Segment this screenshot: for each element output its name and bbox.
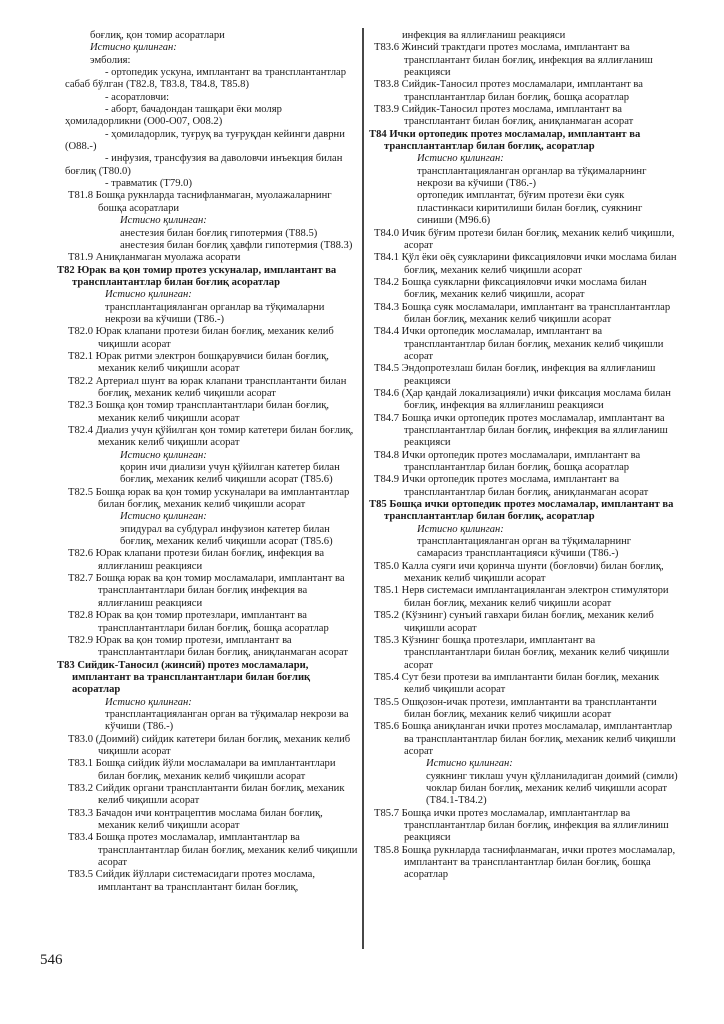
code-label: Т85.5	[374, 696, 400, 708]
code-entry	[68, 610, 360, 635]
entry-title: Бошқа ички ортопедик протез мосламалар, имплантант ва трансплантантлар билан боғлиқ, инфекция ва яллиғланиш реакцияси	[399, 412, 668, 449]
code-entry	[374, 697, 679, 722]
code-label: Т84.8	[374, 449, 400, 461]
code-label: Т82.3	[68, 400, 94, 412]
code-label: Т84.4	[374, 326, 400, 338]
entry-title: Ички ортопедик протез мослама, имплантант ва трансплантантлар билан боғлиқ, аниқланмаган асорат	[399, 474, 649, 498]
code-label: Т85.6	[374, 721, 400, 733]
entry-title: Юрак клапани протези билан боғлиқ, механик келиб чиқишли асорат	[93, 326, 334, 350]
code-entry	[68, 326, 360, 351]
code-label: Т84.7	[374, 412, 400, 424]
column-right	[369, 30, 679, 882]
exclusion-text: трансплантацияланган орган ва тўқималар некрози ва кўчиши (Т86.-)	[105, 708, 349, 733]
exclusion-label: Истисно қилинган:	[120, 215, 207, 227]
entry-title: Артериал шунт ва юрак клапани трансплантанти билан боғлиқ, механик келиб чиқишли асорат	[93, 375, 347, 399]
exclusion-text: ортопедик имплантат, бўғим протези ёки суяк пластинкаси киритилиши билан боғлиқ, суякнинг синиши (М96.6)	[417, 190, 643, 227]
exclusion-text: суякнинг тиклаш учун қўлланиладиган доимий (симли) чоклар билан боғлиқ, механик келиб чиқишли асорат (Т84.1-Т84.2)	[426, 770, 678, 807]
code-entry	[374, 672, 679, 697]
entry-title: Бошқа қон томир трансплантантлари билан боғлиқ, механик келиб чиқишли асорат	[93, 400, 330, 424]
entry-title: Бошқа ички протез мосламалар, имплантантлар ва трансплантантлар билан боғлиқ, инфекция ва яллиғлиниш реакцияси	[399, 807, 669, 844]
code-label: Т84.6	[374, 387, 400, 399]
exclusion-label: Истисно қилинган:	[426, 758, 513, 770]
exclusion-text: анестезия билан боғлиқ гипотермия (Т88.5)	[120, 227, 318, 239]
entry-title: Юрак ритми электрон бошқарувчиси билан боғлиқ, механик келиб чиқишли асорат	[93, 350, 329, 375]
entry-title: Жинсий трактдаги протез мослама, имплантант ва трансплантант билан боғлиқ, инфекция ва яллиғланиш реакцияси	[399, 42, 653, 79]
column-left	[57, 30, 360, 894]
entry-title: Бошқа рукнларда таснифланмаган, ички протез мосламалар, имплантант ва трансплантантлар билан боғлиқ, бошқа асоратлар	[399, 844, 676, 881]
text-line: - ҳомиладорлик, туғруқ ва туғруқдан кейинги даврни (О88.-)	[65, 128, 345, 153]
entry-title: Бошқа сийдик йўли мосламалари ва имплантантлари билан боғлиқ, механик келиб чиқишли асорат	[93, 758, 336, 782]
entry-title: Сийдик-Таносил протез мослама, имплантант ва трансплантант билан боғлиқ, аниқланмаган асорат	[399, 104, 634, 128]
entry-title: Ички ортопедик протез мосламалар, имплантант ва трансплантантлар билан боғлиқ, асоратлар	[384, 128, 641, 153]
code-label: Т85.3	[374, 634, 400, 646]
code-label: Т85.4	[374, 671, 400, 683]
code-label: Т83.9	[374, 104, 400, 116]
code-entry	[68, 351, 360, 376]
entry-title: Бошқа юрак ва қон томир мосламалари, имплантант ва трансплантантлари билан боғлиқ инфекция ва яллиғланиш реакцияси	[93, 573, 345, 609]
code-label: Т82.6	[68, 548, 94, 560]
code-entry	[68, 190, 360, 252]
code-entry	[374, 277, 679, 302]
entry-title: Сийдик-Таносил (жинсий) протез мосламалари, имплантант ва трансплантантлари билан боғлиқ асоратлар	[72, 659, 311, 696]
entry-title: Юрак ва қон томир протезлари, имплантант ва трансплантантлари билан боғлиқ, бошқа асоратлар	[93, 610, 329, 634]
code-label: Т83.3	[68, 807, 94, 819]
text-line: боғлиқ, қон томир асоратлари	[90, 30, 225, 41]
entry-title: Бошқа ички ортопедик протез мосламалар, имплантант ва трансплантантлар билан боғлиқ, асоратлар	[384, 499, 674, 523]
entry-title: Сут бези протези ва имплантанти билан боғлиқ, механик келиб чиқишли асорат	[399, 671, 660, 696]
entry-title: Бачадон ичи контрацептив мослама билан боғлиқ, механик келиб чиқишли асорат	[93, 807, 323, 831]
code-label: Т83	[57, 659, 75, 671]
code-label: Т84.1	[374, 252, 400, 264]
entry-title: (Кўзнинг) сунъий гавхари билан боғлиқ, механик келиб чиқишли асорат	[399, 610, 654, 634]
code-label: Т81.8	[68, 190, 94, 202]
code-label: Т81.9	[68, 252, 94, 264]
code-entry	[68, 376, 360, 401]
code-label: Т83.8	[374, 79, 400, 91]
entry-title: Аниқланмаган муолажа асорати	[93, 252, 241, 264]
code-label: Т84.0	[374, 227, 400, 239]
entry-title: Бошқа протез мосламалар, имплантантлар ва трансплантантлар билан боғлиқ, механик келиб чиқишли асорат	[93, 832, 358, 869]
code-entry	[68, 400, 360, 425]
code-entry	[374, 635, 679, 672]
code-label: Т82.4	[68, 425, 94, 436]
code-entry	[374, 326, 679, 363]
code-label: Т82.0	[68, 326, 94, 338]
code-label: Т83.4	[68, 832, 94, 844]
entry-title: Бошқа суякларни фиксацияловчи ички мослама билан боғлиқ, механик келиб чиқишли, асорат	[399, 276, 647, 301]
entry-title: Эндопротезлаш билан боғлиқ, инфекция ва яллиғланиш реакцияси	[399, 363, 656, 387]
category-heading	[57, 660, 360, 734]
code-label: Т85.1	[374, 585, 400, 597]
code-label: Т82.8	[68, 610, 94, 622]
code-entry	[68, 573, 360, 610]
entry-title: Қўл ёки оёқ суякларини фиксацияловчи ички мослама билан боғлиқ, механик келиб чиқишли асорат	[399, 252, 677, 276]
code-entry	[374, 845, 679, 882]
code-entry	[374, 474, 679, 499]
exclusion-text: трансплантацияланган органлар ва тўқималарнинг некрози ва кўчиши (Т86.-)	[417, 165, 647, 190]
exclusion-label: Истисно қилинган:	[120, 511, 207, 523]
code-label: Т82.2	[68, 375, 94, 387]
entry-title: Нерв системаси имплантацияланган электрон стимулятори билан боғлиқ, механик келиб чиқишли асорат	[399, 585, 669, 609]
entry-title: Бошқа рукнларда таснифланмаган, муолажаларнинг бошқа асоратлари	[93, 190, 332, 214]
text-line: - ортопедик ускуна, имплантант ва трансплантантлар сабаб бўлган (Т82.8, Т83.8, Т84.8, Т85.8)	[65, 67, 347, 91]
entry-title: Бошқа суяк мосламалари, имплантант ва трансплантантлар билан боғлиқ, механик келиб чиқишли асорат	[399, 301, 671, 325]
exclusion-text: анестезия билан боғлиқ ҳавфли гипотермия (Т88.3)	[120, 239, 353, 251]
code-entry	[68, 548, 360, 573]
exclusion-label: Истисно қилинган:	[105, 289, 192, 301]
entry-title: Юрак ва қон томир протез ускуналар, имплантант ва трансплантантлар билан боғлиқ асоратлар	[72, 264, 337, 288]
code-label: Т85	[369, 499, 387, 511]
code-entry	[374, 413, 679, 450]
exclusion-label: Истисно қилинган:	[90, 42, 177, 54]
text-line: - травматик (Т79.0)	[105, 178, 192, 190]
entry-title: Юрак ва қон томир протези, имплантант ва трансплантантлари билан боғлиқ, аниқланмаган асорат	[93, 634, 348, 659]
exclusion-text: эпидурал ва субдурал инфузион катетер билан боғлиқ, механик келиб чиқишли асорат (Т85.6)	[120, 523, 333, 548]
code-entry	[68, 783, 360, 808]
page-number: 546	[40, 952, 63, 968]
entry-title: Ошқозон-ичак протези, имплантанти ва трансплантанти билан боғлиқ, механик келиб чиқишли асорат	[399, 696, 657, 720]
entry-title: Ички ортопедик мосламалар, имплантант ва трансплантантлар билан боғлиқ, механик келиб чиқишли асорат	[399, 326, 664, 362]
code-label: Т82.9	[68, 634, 94, 646]
code-entry	[68, 832, 360, 869]
code-label: Т83.5	[68, 869, 94, 881]
exclusion-label: Истисно қилинган:	[105, 696, 192, 708]
entry-title: Ички ортопедик протез мосламалари, имплантант ва трансплантантлар билан боғлиқ, бошқа асоратлар	[399, 449, 641, 474]
code-entry	[374, 585, 679, 610]
code-entry	[374, 610, 679, 635]
entry-title: Калла суяги ичи қоринча шунти (боғловчи) билан боғлиқ, механик келиб чиқишли асорат	[399, 560, 664, 585]
text-line: - асоратловчи:	[105, 91, 170, 103]
code-entry	[68, 487, 360, 549]
code-label: Т84.2	[374, 276, 400, 288]
entry-title: (Доимий) сийдик катетери билан боғлиқ, механик келиб чиқишли асорат	[93, 733, 351, 757]
code-entry	[374, 79, 679, 104]
entry-title: Бошқа аниқланган ички протез мосламалар, имплантантлар ва трансплантантлар билан боғлиқ, механик келиб чиқишли асорат	[399, 721, 676, 757]
exclusion-text: қорин ичи диализи учун қўйилган катетер билан боғлиқ, механик келиб чиқишли асорат (Т85.6)	[120, 462, 340, 486]
exclusion-text: трансплантацияланган органлар ва тўқималарни некрози ва кўчиши (Т86.-)	[105, 301, 325, 325]
code-entry	[374, 252, 679, 277]
code-entry	[374, 450, 679, 475]
code-label: Т83.0	[68, 733, 94, 745]
entry-title: Ичик бўғим протези билан боғлиқ, механик келиб чиқишли, асорат	[399, 227, 675, 251]
text-line: - аборт, бачадондан ташқари ёки моляр ҳомиладорликни (О00-О07, О08.2)	[65, 104, 282, 128]
continued-text-block	[65, 30, 360, 190]
entry-title: Кўзнинг бошқа протезлари, имплантант ва трансплантантлари билан боғлиқ, механик келиб чиқишли асорат	[399, 634, 670, 671]
code-label: Т83.1	[68, 758, 94, 770]
entry-title: (Ҳар қандай локализацияли) ички фиксация мослама билан боғлиқ, инфекция ва яллиғланиш реакцияси	[399, 387, 671, 412]
code-entry	[68, 425, 360, 487]
code-label: Т82	[57, 264, 75, 276]
category-heading	[369, 499, 679, 561]
exclusion-label: Истисно қилинган:	[120, 449, 207, 461]
entry-title: Бошқа юрак ва қон томир ускуналари ва имплантантлар билан боғлиқ, механик келиб чиқишли асорат	[93, 486, 350, 511]
code-entry	[68, 808, 360, 833]
code-entry	[374, 302, 679, 327]
code-entry	[68, 758, 360, 783]
code-label: Т82.7	[68, 573, 94, 585]
entry-title: Сийдик-Таносил протез мосламалари, имплантант ва трансплантантлар билан боғлиқ, бошқа асоратлар	[399, 79, 643, 103]
text-line: инфекция ва яллиғланиш реакцияси	[402, 30, 566, 41]
text-line: эмболия:	[90, 54, 131, 66]
exclusion-label: Истисно қилинган:	[417, 153, 504, 165]
code-label: Т84.5	[374, 363, 400, 375]
category-heading	[57, 265, 360, 327]
code-label: Т85.7	[374, 807, 400, 819]
column-divider	[362, 28, 364, 949]
code-entry	[374, 388, 679, 413]
code-label: Т84	[369, 128, 387, 140]
code-entry	[374, 721, 679, 807]
entry-title: Диализ учун қўйилган қон томир катетери билан боғлиқ, механик келиб чиқишли асорат	[93, 425, 354, 449]
code-label: Т85.8	[374, 844, 400, 856]
code-label: Т85.2	[374, 610, 400, 622]
code-entry	[374, 363, 679, 388]
code-entry	[68, 869, 360, 894]
code-label: Т82.5	[68, 486, 94, 498]
code-entry	[68, 252, 360, 264]
code-entry	[68, 734, 360, 759]
code-label: Т85.0	[374, 560, 400, 572]
code-label: Т82.1	[68, 350, 94, 362]
code-entry	[374, 808, 679, 845]
continued-text-block	[402, 30, 679, 42]
category-heading	[369, 129, 679, 228]
code-entry	[374, 228, 679, 253]
text-line: - инфузия, трансфузия ва даволовчи инъекция билан боғлиқ (Т80.0)	[65, 153, 343, 177]
entry-title: Сийдик йўллари системасидаги протез мослама, имплантант ва трансплантант билан боғлиқ,	[93, 869, 315, 893]
code-entry	[374, 42, 679, 79]
code-label: Т84.3	[374, 301, 400, 313]
exclusion-label: Истисно қилинган:	[417, 523, 504, 535]
code-entry	[374, 561, 679, 586]
code-entry	[374, 104, 679, 129]
entry-title: Сийдик органи трансплантанти билан боғлиқ, механик келиб чиқишли асорат	[93, 782, 345, 807]
exclusion-text: трансплантацияланган орган ва тўқималарнинг самарасиз трансплантацияси кўчиши (Т86.-)	[417, 536, 632, 560]
entry-title: Юрак клапани протези билан боғлиқ, инфекция ва яллиғланиш реакцияси	[93, 548, 325, 572]
code-label: Т83.2	[68, 782, 94, 794]
code-entry	[68, 635, 360, 660]
code-label: Т83.6	[374, 42, 400, 54]
code-label: Т84.9	[374, 474, 400, 486]
